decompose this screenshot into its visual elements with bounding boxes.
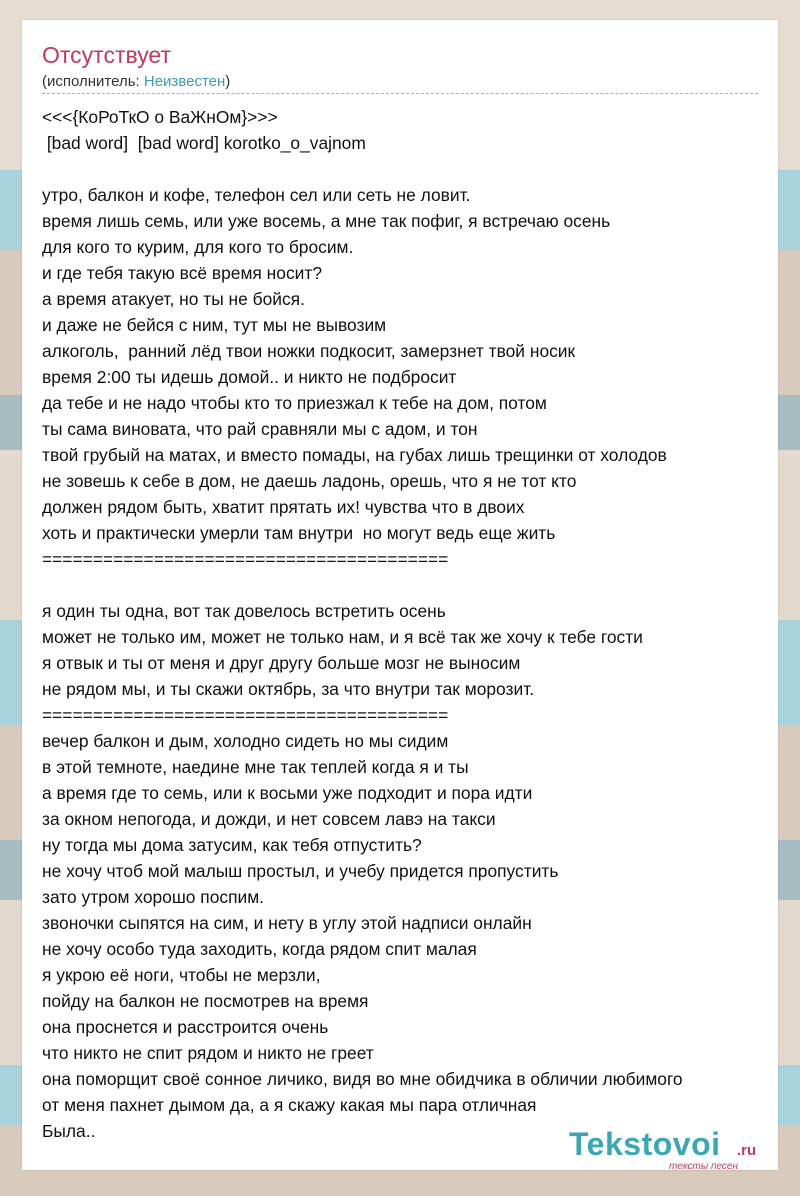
lyric-line: она поморщит своё сонное личико, видя во мне обидчика в обличии любимого [42, 1069, 683, 1089]
lyric-line: я укрою её ноги, чтобы не мерзли, [42, 965, 321, 985]
lyric-line: ======================================== [42, 705, 449, 725]
lyric-line: не рядом мы, и ты скажи октябрь, за что внутри так морозит. [42, 679, 535, 699]
artist-link[interactable]: Неизвестен [143, 73, 226, 90]
lyrics-card [22, 20, 778, 1170]
lyric-line: твой грубый на матах, и вместо помады, на губах лишь трещинки от холодов [42, 445, 667, 465]
lyric-line: может не только им, может не только нам, и я всё так же хочу к тебе гости [42, 627, 643, 647]
logo-name: Tekstovoi [569, 1126, 721, 1162]
lyric-line: не хочу чтоб мой малыш простыл, и учебу придется пропустить [42, 861, 559, 881]
artist-suffix: ) [225, 73, 231, 90]
lyric-line: не хочу особо туда заходить, когда рядом спит малая [42, 939, 477, 959]
lyric-line: она проснется и расстроится очень [42, 1017, 329, 1037]
lyrics-text [42, 104, 782, 1144]
lyric-line: не зовешь к себе в дом, не даешь ладонь, орешь, что я не тот кто [42, 471, 577, 491]
lyric-line: зато утром хорошо поспим. [42, 887, 265, 907]
lyric-line: должен рядом быть, хватит прятать их! чувства что в двоих [42, 497, 525, 517]
lyric-line: ты сама виновата, что рай сравняли мы с адом, и тон [42, 419, 478, 439]
lyric-line: и даже не бейся с ним, тут мы не вывозим [42, 315, 387, 335]
lyric-line: для кого то курим, для кого то бросим. [42, 237, 354, 257]
lyric-line: от меня пахнет дымом да, а я скажу какая мы пара отличная [42, 1095, 537, 1115]
lyric-line: <<<{КоРоТкО о ВаЖнОм}>>> [42, 107, 278, 127]
lyric-line: [bad word] [bad word] korotko_o_vajnom [42, 133, 366, 153]
lyric-line: время лишь семь, или уже восемь, а мне так пофиг, я встречаю осень [42, 211, 611, 231]
lyric-line [42, 156, 782, 182]
lyric-line: а время где то семь, или к восьми уже подходит и пора идти [42, 783, 533, 803]
lyric-line: я один ты одна, вот так довелось встретить осень [42, 601, 446, 621]
lyric-line: время 2:00 ты идешь домой.. и никто не подбросит [42, 367, 457, 387]
lyric-line: алкоголь, ранний лёд твои ножки подкосит, замерзнет твой носик [42, 341, 576, 361]
site-logo[interactable] [569, 1126, 779, 1170]
lyric-line: а время атакует, но ты не бойся. [42, 289, 305, 309]
lyric-line: вечер балкон и дым, холодно сидеть но мы сидим [42, 731, 449, 751]
lyric-line: да тебе и не надо чтобы кто то приезжал к тебе на дом, потом [42, 393, 547, 413]
lyric-line: пойду на балкон не посмотрев на время [42, 991, 369, 1011]
lyric-line [42, 572, 782, 598]
lyric-line: звоночки сыпятся на сим, и нету в углу этой надписи онлайн [42, 913, 532, 933]
lyric-line: утро, балкон и кофе, телефон сел или сеть не ловит. [42, 185, 471, 205]
lyric-line: за окном непогода, и дожди, и нет совсем лавэ на такси [42, 809, 496, 829]
lyric-line: хоть и практически умерли там внутри но могут ведь еще жить [42, 523, 556, 543]
lyric-line: что никто не спит рядом и никто не греет [42, 1043, 374, 1063]
lyric-line: я отвык и ты от меня и друг другу больше мозг не выносим [42, 653, 521, 673]
logo-tld: .ru [737, 1142, 757, 1159]
title-divider [42, 93, 758, 94]
logo-tagline: тексты песен [669, 1161, 738, 1172]
artist-prefix: (исполнитель: [42, 73, 144, 90]
song-title: Отсутствует [42, 42, 171, 68]
lyric-line: в этой темноте, наедине мне так теплей когда я и ты [42, 757, 469, 777]
lyric-line: ну тогда мы дома затусим, как тебя отпустить? [42, 835, 422, 855]
lyric-line: ======================================== [42, 549, 449, 569]
lyric-line: Была.. [42, 1121, 96, 1141]
lyric-line: и где тебя такую всё время носит? [42, 263, 322, 283]
artist-line [42, 73, 230, 90]
